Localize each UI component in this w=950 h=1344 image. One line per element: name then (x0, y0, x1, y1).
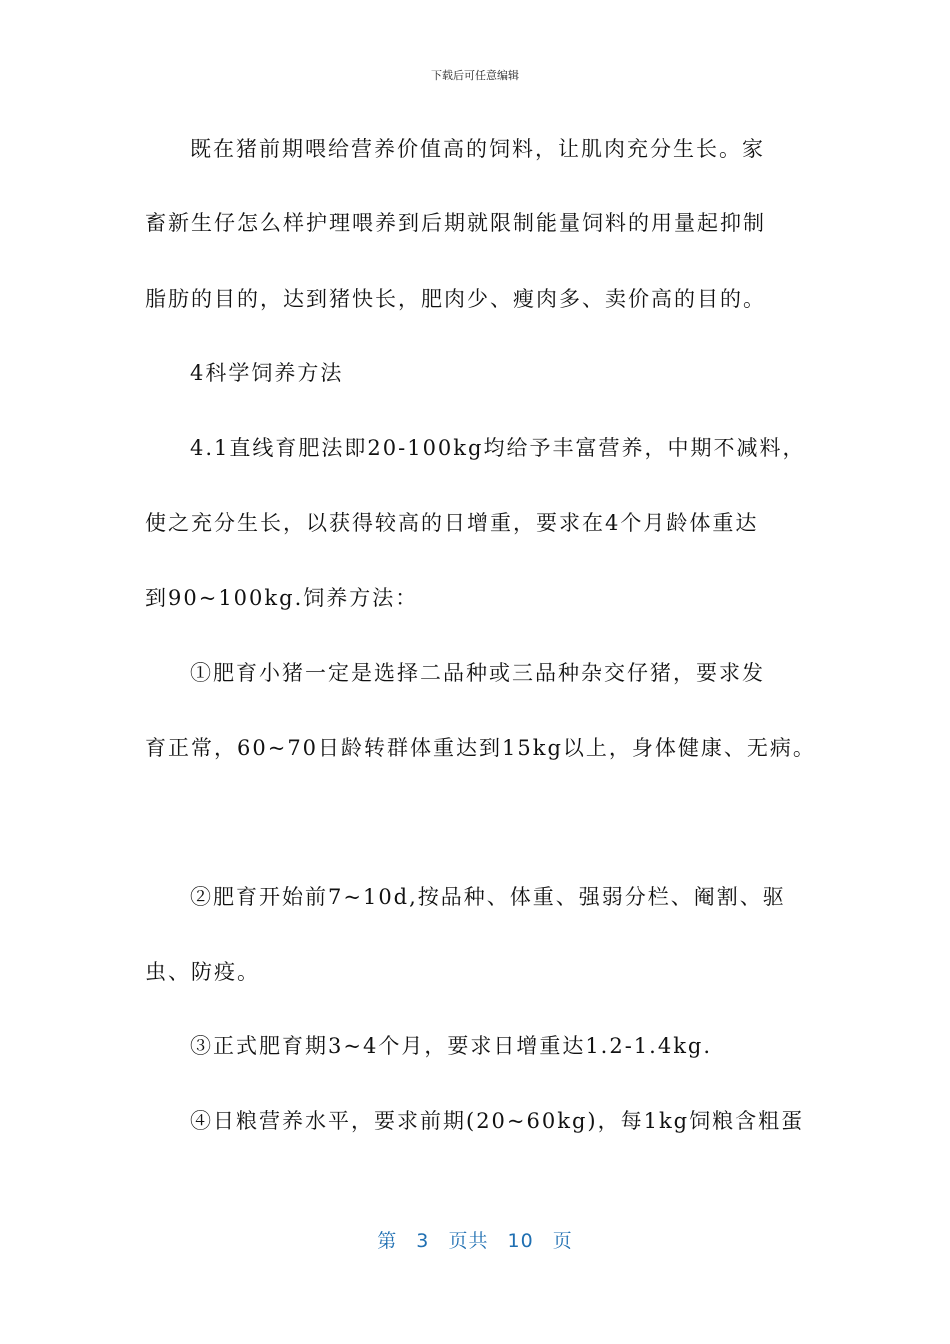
paragraph-line: 到90~100kg.饲养方法： (145, 586, 419, 610)
paragraph-line: 畜新生仔怎么样护理喂养到后期就限制能量饲料的用量起抑制 (145, 211, 766, 235)
footer-of-label: 页共 (448, 1230, 489, 1252)
page-header: 下载后可任意编辑 (431, 69, 519, 82)
paragraph-line: 使之充分生长，以获得较高的日增重，要求在4个月龄体重达 (145, 511, 759, 535)
footer-page-label: 第 (377, 1230, 398, 1252)
list-item-line: ③正式肥育期3~4个月，要求日增重达1.2-1.4kg. (190, 1034, 713, 1058)
list-item-line: 虫、防疫。 (145, 960, 260, 984)
section-heading: 4科学饲养方法 (190, 361, 344, 385)
footer-end-label: 页 (552, 1230, 573, 1252)
paragraph-line: 既在猪前期喂给营养价值高的饲料，让肌肉充分生长。家 (190, 137, 765, 161)
footer-current-page: 3 (416, 1230, 430, 1252)
list-item-line: ②肥育开始前7~10d,按品种、体重、强弱分栏、阉割、驱 (190, 885, 786, 909)
footer-total-pages: 10 (507, 1230, 534, 1252)
paragraph-line: 4.1直线育肥法即20-100kg均给予丰富营养，中期不减料， (190, 436, 806, 460)
list-item-line: ①肥育小猪一定是选择二品种或三品种杂交仔猪，要求发 (190, 661, 765, 685)
page-footer (0, 1226, 950, 1253)
paragraph-line: 脂肪的目的，达到猪快长，肥肉少、瘦肉多、卖价高的目的。 (145, 287, 766, 311)
list-item-line: 育正常，60~70日龄转群体重达到15kg以上，身体健康、无病。 (145, 736, 816, 760)
list-item-line: ④日粮营养水平，要求前期(20~60kg)，每1kg饲粮含粗蛋 (190, 1109, 805, 1133)
